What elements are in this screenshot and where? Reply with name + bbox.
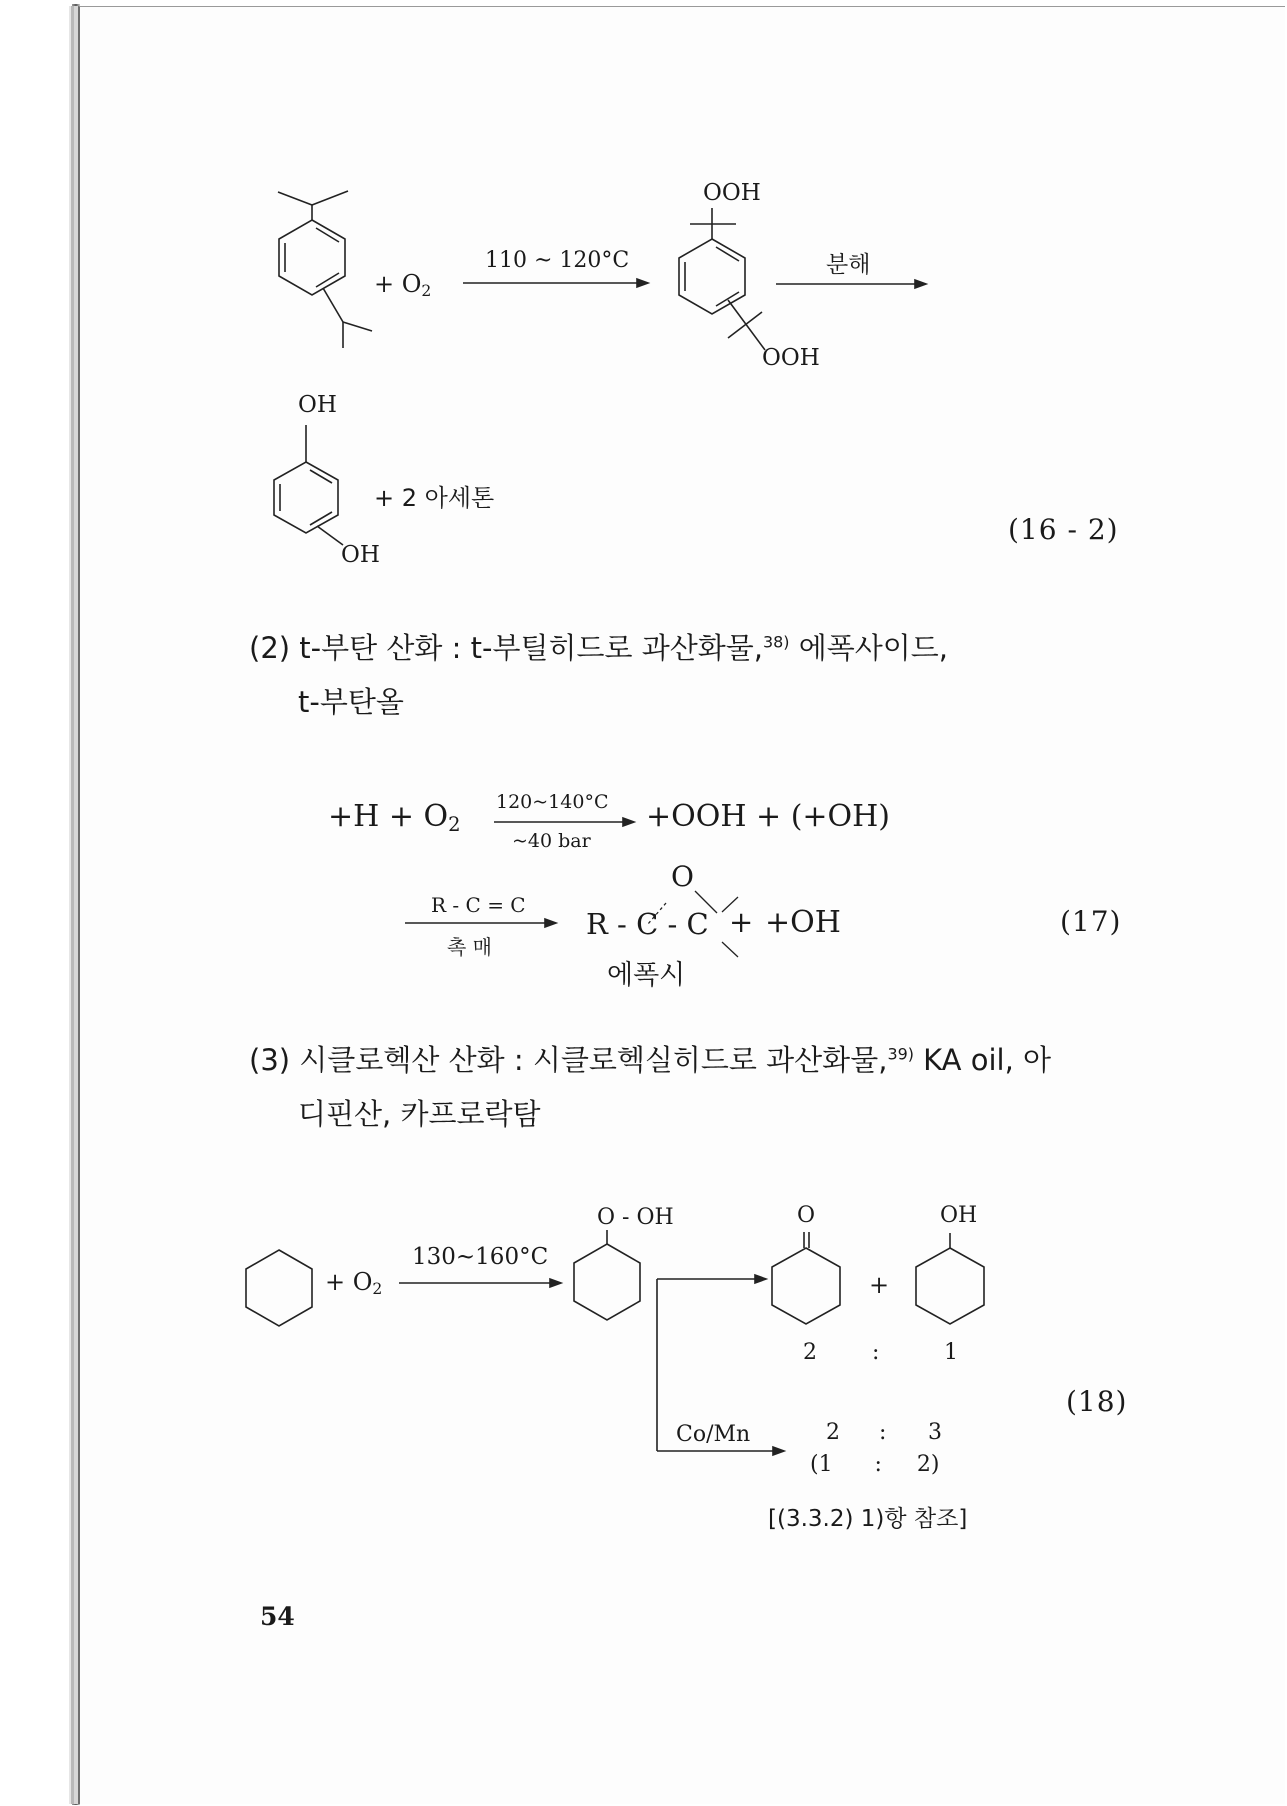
section-2-heading-line2: t-부탄올 [298, 685, 404, 719]
ratio2-ketone: 2 [826, 1420, 840, 1445]
ratio-ketone: 2 [803, 1340, 817, 1365]
plus-oxygen-18: + $O_2$ [325, 1268, 383, 1298]
cyclohexyl-hydroperoxide-structure [574, 1230, 640, 1320]
ratio3: (1 : 2) [810, 1452, 940, 1477]
section-2-heading-text: (2) t-부탄 산화 : t-부틸히드로 과산화물, [249, 631, 764, 665]
section-2-heading [249, 626, 948, 667]
hydroquinone-structure [274, 425, 343, 545]
alcohol-hydroxyl: OH [940, 1203, 978, 1228]
hydroxyl-group-bottom: OH [341, 542, 380, 568]
diisopropylbenzene-structure [278, 191, 372, 348]
condition-temperature: 120~140°C [496, 791, 609, 813]
equation-number-18: (18) [1066, 1385, 1128, 1418]
footnote-ref-38: 38) [763, 632, 790, 652]
cyclohexane-structure [246, 1250, 312, 1326]
condition-pressure: ~40 bar [512, 830, 591, 852]
footnote-ref-39: 39) [887, 1044, 914, 1064]
epoxide-plus: + [729, 905, 754, 939]
tert-butanol: +OH [765, 905, 841, 940]
section-3-heading-line2: 디핀산, 카프로락탐 [298, 1097, 541, 1131]
equation-number-16-2: (16 - 2) [1008, 513, 1119, 546]
ratio2-colon: : [879, 1420, 887, 1445]
reaction-arrow-17b [405, 919, 556, 927]
section-3-heading [249, 1038, 1051, 1079]
cross-reference: [(3.3.2) 1)항 참조] [768, 1506, 968, 1532]
decomposition-label: 분해 [826, 252, 871, 278]
ratio2-alcohol: 3 [928, 1420, 942, 1445]
section-3-heading-text-b: KA oil, 아 [923, 1043, 1052, 1077]
epoxide-chain: R - C - C [586, 907, 709, 941]
hydroxyl-group-top: OH [298, 392, 337, 418]
reaction-arrow-17a [494, 818, 634, 826]
reaction-condition: 110 ~ 120°C [485, 248, 630, 273]
ratio-colon: : [872, 1340, 880, 1365]
section-2-heading-text-b: 에폭사이드, [798, 631, 949, 665]
reaction-arrow-1 [463, 279, 648, 287]
reaction-condition-18: 130~160°C [412, 1244, 549, 1270]
olefin-reagent: R - C = C [431, 893, 526, 917]
plus-sign-18: + [869, 1271, 890, 1299]
hydroperoxide-group-top: OOH [703, 180, 761, 206]
catalyst-co-mn: Co/Mn [676, 1422, 751, 1447]
isobutane-plus-oxygen: $+H + O_2$ [328, 799, 461, 836]
epoxide-oxygen: O [671, 860, 694, 893]
cyclohexanol-structure [916, 1233, 984, 1324]
cyclohexanone-structure [772, 1232, 840, 1324]
section-3-heading-text: (3) 시클로헥산 산화 : 시클로헥실히드로 과산화물, [249, 1043, 888, 1077]
hydroperoxide-products: +OOH + (+OH) [646, 799, 891, 834]
catalyst-label: 촉 매 [447, 935, 492, 959]
epoxide-label: 에폭시 [607, 960, 686, 991]
dihydroperoxide-structure [679, 208, 765, 350]
plus-oxygen: + $O_2$ [374, 270, 432, 300]
hydroperoxide-group-bottom: OOH [762, 345, 820, 371]
page-number: 54 [260, 1602, 295, 1631]
ratio-alcohol: 1 [944, 1340, 958, 1365]
reaction-arrow-2 [776, 280, 926, 288]
hydroperoxide-group: O - OH [597, 1205, 674, 1230]
acetone-product: + 2 아세톤 [374, 484, 495, 512]
equation-number-17: (17) [1060, 905, 1122, 938]
reaction-arrow-18 [399, 1279, 561, 1287]
ketone-oxygen: O [797, 1203, 816, 1228]
